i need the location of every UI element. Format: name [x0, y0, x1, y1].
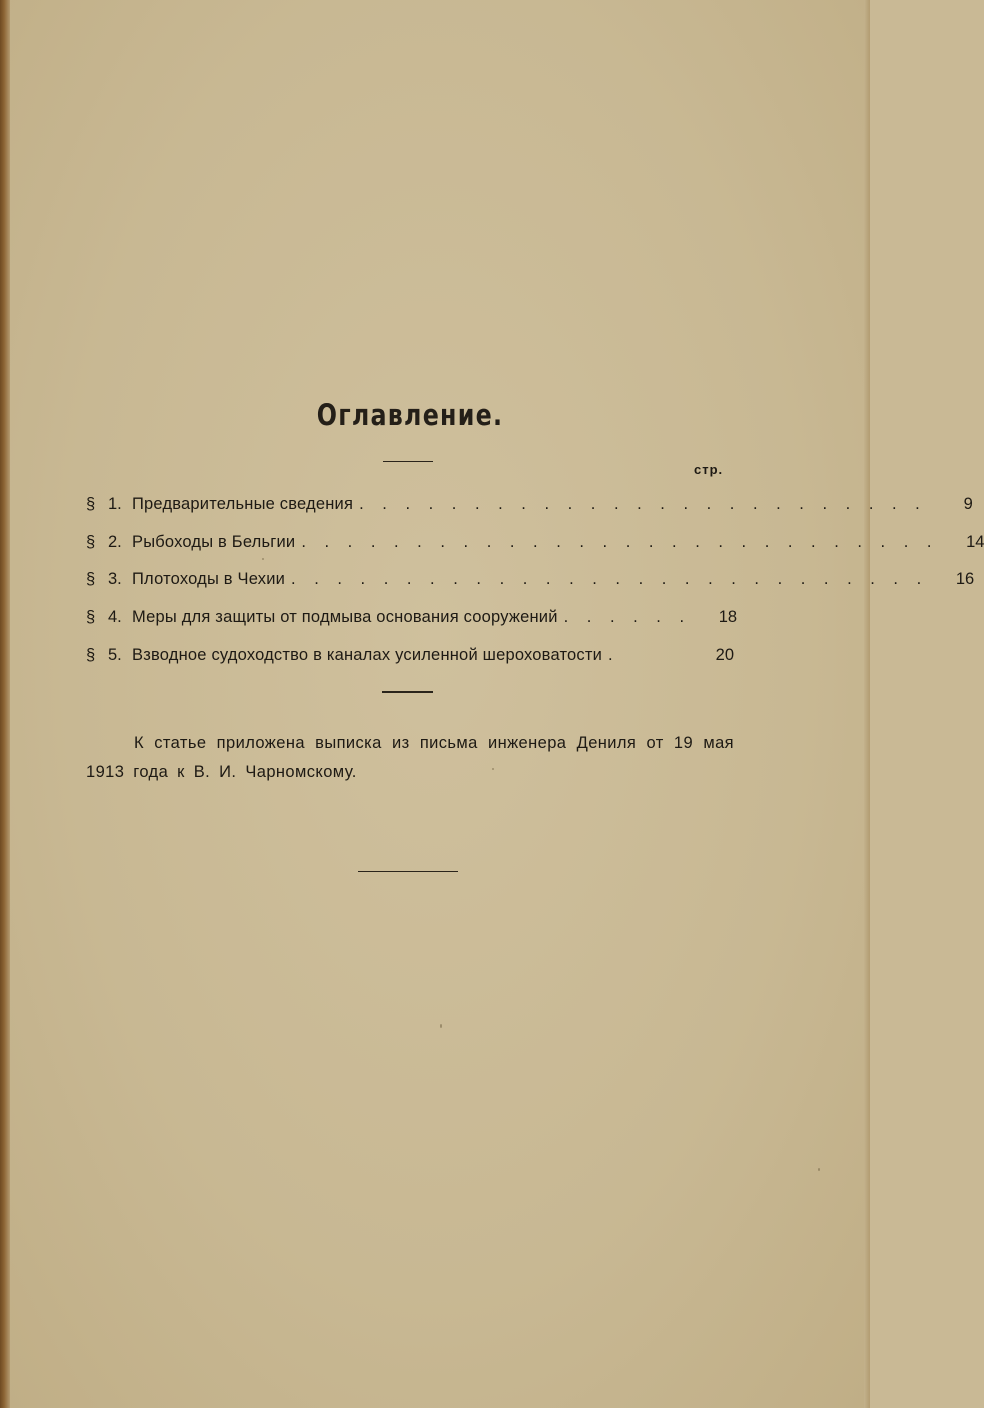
toc-entry[interactable] — [86, 523, 984, 561]
toc-entry-number: 5. — [108, 645, 122, 664]
title-divider — [383, 461, 433, 462]
section-sign: § — [86, 532, 96, 551]
section-sign: § — [86, 645, 96, 664]
toc-dot-leader: . . . . . . . . . . . . . . . . . . . . . . . . . . . . — [291, 570, 929, 589]
paper-speck — [492, 768, 494, 770]
toc-entry[interactable] — [86, 598, 738, 636]
toc-entry-page: 14 — [966, 532, 984, 551]
toc-entry-page: 20 — [715, 645, 734, 664]
toc-entry[interactable] — [86, 636, 734, 674]
attachment-note: К статье приложена выписка из письма инженера Дениля от 19 мая 1913 года к В. И. Чарномскому. — [86, 734, 734, 781]
toc-entry-page: 16 — [955, 570, 975, 589]
toc-entry-title: Плотоходы в Чехии — [132, 570, 286, 589]
section-sign: § — [86, 607, 96, 626]
toc-entry-title: Меры для защиты от подмыва основания сооружений — [132, 607, 558, 626]
toc-dot-leader: . . . . . . . . . . . . . . . . . . . . . . . . . — [359, 494, 927, 513]
section-sign: § — [86, 570, 96, 589]
end-divider — [358, 871, 458, 872]
toc-entry-number: 3. — [108, 570, 122, 589]
paper-speck — [440, 1024, 442, 1028]
toc-entry[interactable] — [86, 485, 973, 523]
section-divider — [382, 691, 433, 693]
page-binding-edge — [0, 0, 10, 1408]
toc-entry[interactable] — [86, 560, 975, 598]
toc-entry-number: 4. — [108, 607, 122, 626]
paper-speck — [262, 558, 264, 560]
table-of-contents — [86, 485, 984, 673]
toc-entry-number: 2. — [108, 532, 122, 551]
toc-entry-title: Рыбоходы в Бельгии — [132, 532, 296, 551]
toc-dot-leader: . . . . . . . . . . . . . . . . . . . . . . . . . . . . — [301, 532, 939, 551]
paper-speck — [818, 1168, 820, 1171]
toc-dot-leader: . . . . . . — [563, 607, 692, 626]
toc-entry-page: 9 — [963, 494, 973, 513]
toc-entry-title: Взводное судоходство в каналах усиленной шероховатости — [132, 645, 603, 664]
toc-dot-leader: . — [608, 645, 620, 664]
section-sign: § — [86, 494, 96, 513]
page-title: Оглавление. — [316, 398, 504, 432]
toc-entry-page: 18 — [718, 607, 738, 626]
toc-entry-title: Предварительные сведения — [132, 494, 354, 513]
toc-entry-number: 1. — [108, 494, 122, 513]
page-column-header: стр. — [694, 462, 724, 477]
page-right-edge — [864, 0, 870, 1408]
